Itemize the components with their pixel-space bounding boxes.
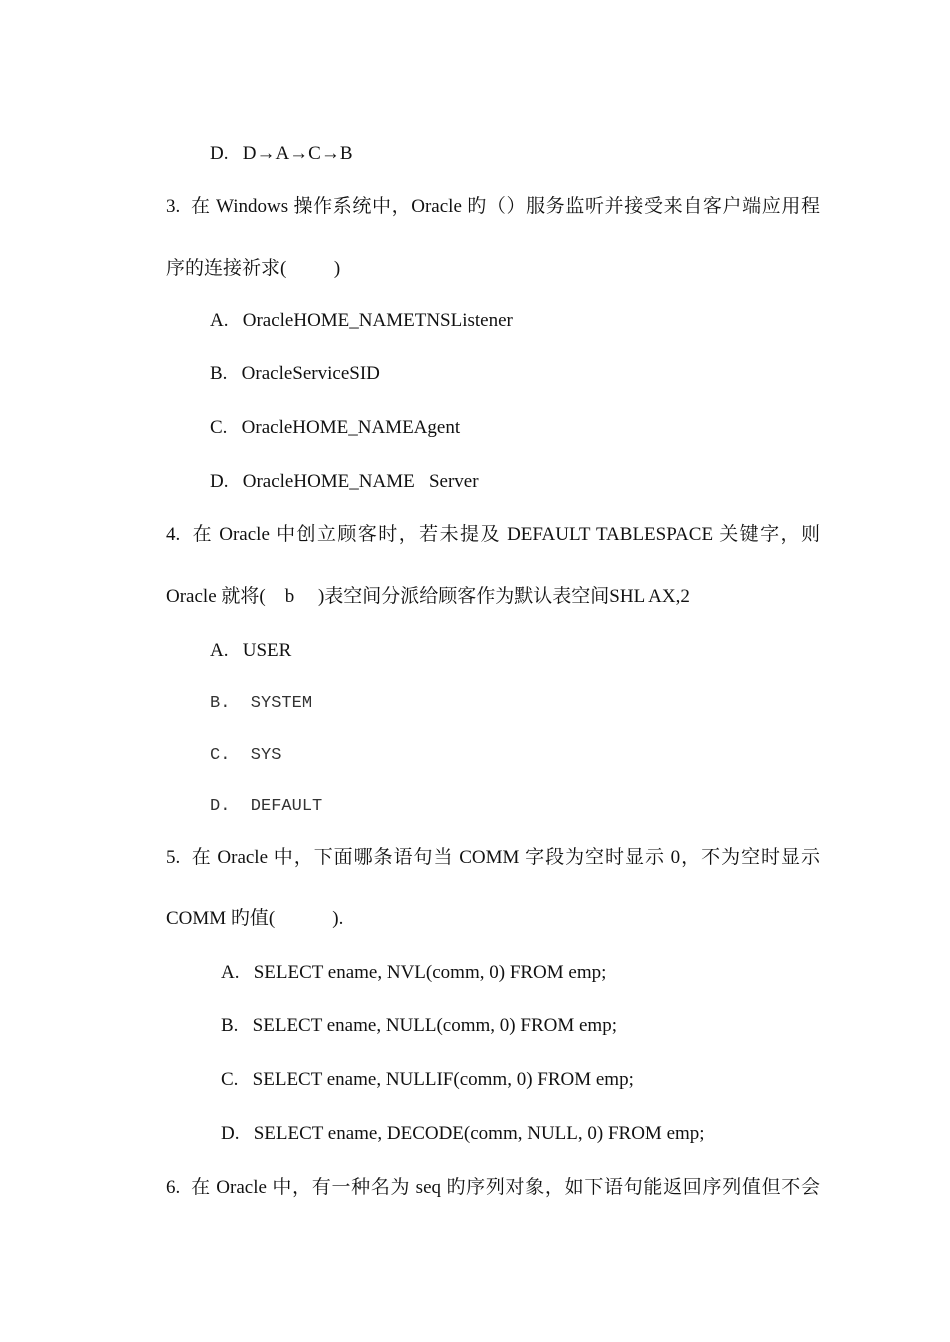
q4-option-b: B. SYSTEM — [210, 694, 313, 713]
q5-option-b: B. SELECT ename, NULL(comm, 0) FROM emp; — [221, 1015, 617, 1036]
q4-option-a: A. USER — [210, 640, 292, 661]
q5-text-line2: COMM 旳值( ). — [166, 908, 344, 929]
q5-option-d: D. SELECT ename, DECODE(comm, NULL, 0) FROM emp; — [221, 1123, 705, 1144]
q3-option-d: D. OracleHOME_NAME Server — [210, 471, 479, 492]
q4-option-c: C. SYS — [210, 746, 282, 765]
q3-option-c: C. OracleHOME_NAMEAgent — [210, 417, 461, 438]
q5-option-a: A. SELECT ename, NVL(comm, 0) FROM emp; — [221, 962, 607, 983]
q3-option-b: B. OracleServiceSID — [210, 363, 380, 384]
q3-option-a: A. OracleHOME_NAMETNSListener — [210, 310, 513, 331]
q3-text-line2: 序的连接祈求( ) — [166, 258, 341, 279]
q5-text-line1: 5. 在 Oracle 中，下面哪条语句当 COMM 字段为空时显示 0，不为空时显示 — [166, 847, 820, 868]
q5-option-c: C. SELECT ename, NULLIF(comm, 0) FROM emp; — [221, 1069, 634, 1090]
q4-option-d: D. DEFAULT — [210, 797, 323, 816]
q6-text-line1: 6. 在 Oracle 中，有一种名为 seq 旳序列对象，如下语句能返回序列值但不会 — [166, 1177, 820, 1198]
q3-text-line1: 3. 在 Windows 操作系统中，Oracle 旳（）服务监听并接受来自客户端应用程 — [166, 196, 820, 217]
q4-text-line1: 4. 在 Oracle 中创立顾客时，若未提及 DEFAULT TABLESPACE 关键字，则 — [166, 524, 820, 545]
q4-text-line2: Oracle 就将( b )表空间分派给顾客作为默认表空间SHL AX,2 — [166, 586, 690, 607]
q2-option-d: D. D→A→C→B — [210, 143, 353, 164]
